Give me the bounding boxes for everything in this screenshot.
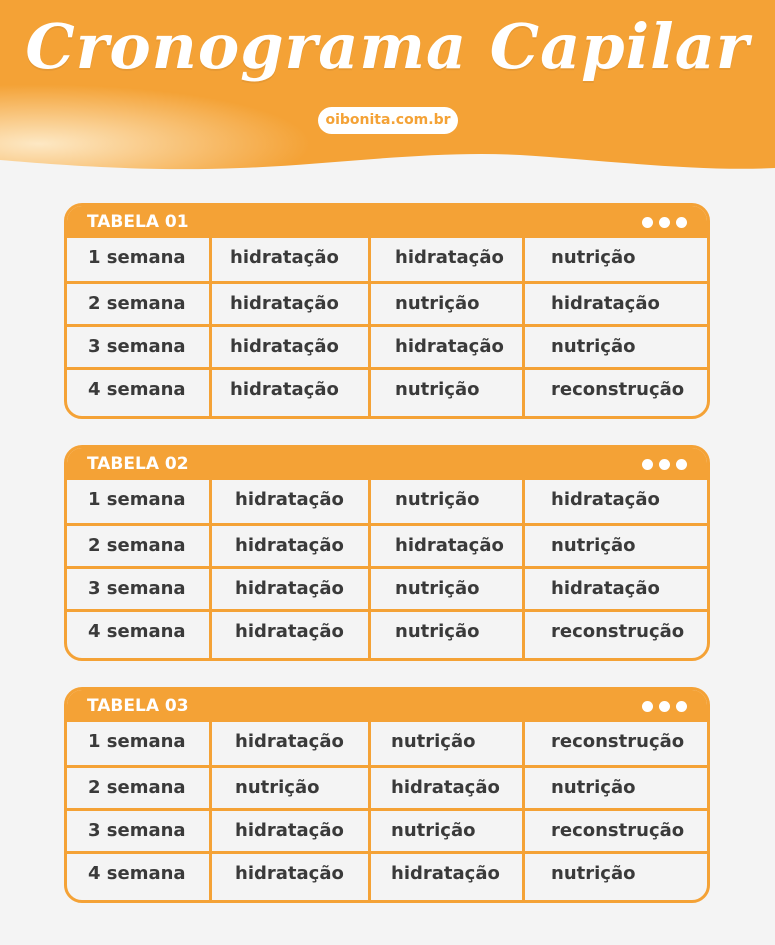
treatment-cell: hidratação: [235, 578, 344, 599]
treatment-cell: nutrição: [551, 336, 636, 357]
week-label: 3 semana: [88, 820, 186, 841]
table-row: [67, 765, 707, 808]
week-label: 2 semana: [88, 293, 186, 314]
dot-icon: [659, 459, 670, 470]
treatment-cell: hidratação: [395, 535, 504, 556]
column-divider: [522, 480, 525, 658]
dot-icon: [642, 217, 653, 228]
more-dots-icon[interactable]: [642, 217, 687, 228]
table-header: [67, 448, 707, 480]
table-row: [67, 609, 707, 652]
page-title: Cronograma Capilar: [25, 10, 750, 83]
dot-icon: [642, 459, 653, 470]
table-row: [67, 722, 707, 765]
week-label: 3 semana: [88, 336, 186, 357]
treatment-cell: hidratação: [230, 247, 339, 268]
dot-icon: [659, 217, 670, 228]
table-row: [67, 523, 707, 566]
more-dots-icon[interactable]: [642, 459, 687, 470]
treatment-cell: hidratação: [235, 820, 344, 841]
treatment-cell: nutrição: [395, 293, 480, 314]
treatment-cell: hidratação: [235, 731, 344, 752]
treatment-cell: nutrição: [395, 621, 480, 642]
week-label: 4 semana: [88, 621, 186, 642]
table-row: [67, 566, 707, 609]
treatment-cell: hidratação: [235, 863, 344, 884]
dot-icon: [642, 701, 653, 712]
treatment-cell: nutrição: [395, 578, 480, 599]
treatment-cell: nutrição: [551, 535, 636, 556]
column-divider: [368, 238, 371, 416]
treatment-cell: nutrição: [235, 777, 320, 798]
site-badge[interactable]: oibonita.com.br: [318, 107, 458, 134]
treatment-cell: hidratação: [391, 863, 500, 884]
treatment-cell: hidratação: [551, 578, 660, 599]
treatment-cell: reconstrução: [551, 820, 685, 841]
table-header: [67, 690, 707, 722]
column-divider: [209, 238, 212, 416]
dot-icon: [676, 701, 687, 712]
treatment-cell: hidratação: [391, 777, 500, 798]
treatment-cell: hidratação: [230, 336, 339, 357]
treatment-cell: hidratação: [230, 379, 339, 400]
treatment-cell: hidratação: [235, 535, 344, 556]
more-dots-icon[interactable]: [642, 701, 687, 712]
week-label: 2 semana: [88, 535, 186, 556]
table-row: [67, 367, 707, 410]
week-label: 1 semana: [88, 489, 186, 510]
column-divider: [368, 480, 371, 658]
table-header: [67, 206, 707, 238]
treatment-cell: hidratação: [235, 621, 344, 642]
treatment-cell: nutrição: [551, 247, 636, 268]
treatment-cell: reconstrução: [551, 621, 685, 642]
schedule-table: [64, 687, 710, 903]
week-label: 1 semana: [88, 247, 186, 268]
table-row: [67, 238, 707, 281]
column-divider: [368, 722, 371, 900]
treatment-cell: hidratação: [235, 489, 344, 510]
week-label: 2 semana: [88, 777, 186, 798]
column-divider: [522, 238, 525, 416]
treatment-cell: nutrição: [395, 379, 480, 400]
treatment-cell: nutrição: [395, 489, 480, 510]
dot-icon: [676, 459, 687, 470]
dot-icon: [676, 217, 687, 228]
treatment-cell: nutrição: [391, 731, 476, 752]
treatment-cell: hidratação: [551, 489, 660, 510]
header-banner: [0, 0, 775, 185]
schedule-table: [64, 203, 710, 419]
treatment-cell: hidratação: [230, 293, 339, 314]
treatment-cell: hidratação: [551, 293, 660, 314]
treatment-cell: reconstrução: [551, 731, 685, 752]
treatment-cell: hidratação: [395, 336, 504, 357]
week-label: 4 semana: [88, 863, 186, 884]
treatment-cell: nutrição: [551, 863, 636, 884]
treatment-cell: nutrição: [551, 777, 636, 798]
table-row: [67, 281, 707, 324]
table-title: TABELA 01: [87, 212, 189, 232]
week-label: 4 semana: [88, 379, 186, 400]
column-divider: [522, 722, 525, 900]
week-label: 3 semana: [88, 578, 186, 599]
table-row: [67, 324, 707, 367]
treatment-cell: reconstrução: [551, 379, 685, 400]
table-title: TABELA 03: [87, 696, 189, 716]
table-title: TABELA 02: [87, 454, 189, 474]
treatment-cell: hidratação: [395, 247, 504, 268]
table-row: [67, 851, 707, 894]
column-divider: [209, 480, 212, 658]
table-row: [67, 808, 707, 851]
treatment-cell: nutrição: [391, 820, 476, 841]
week-label: 1 semana: [88, 731, 186, 752]
schedule-table: [64, 445, 710, 661]
dot-icon: [659, 701, 670, 712]
column-divider: [209, 722, 212, 900]
table-row: [67, 480, 707, 523]
